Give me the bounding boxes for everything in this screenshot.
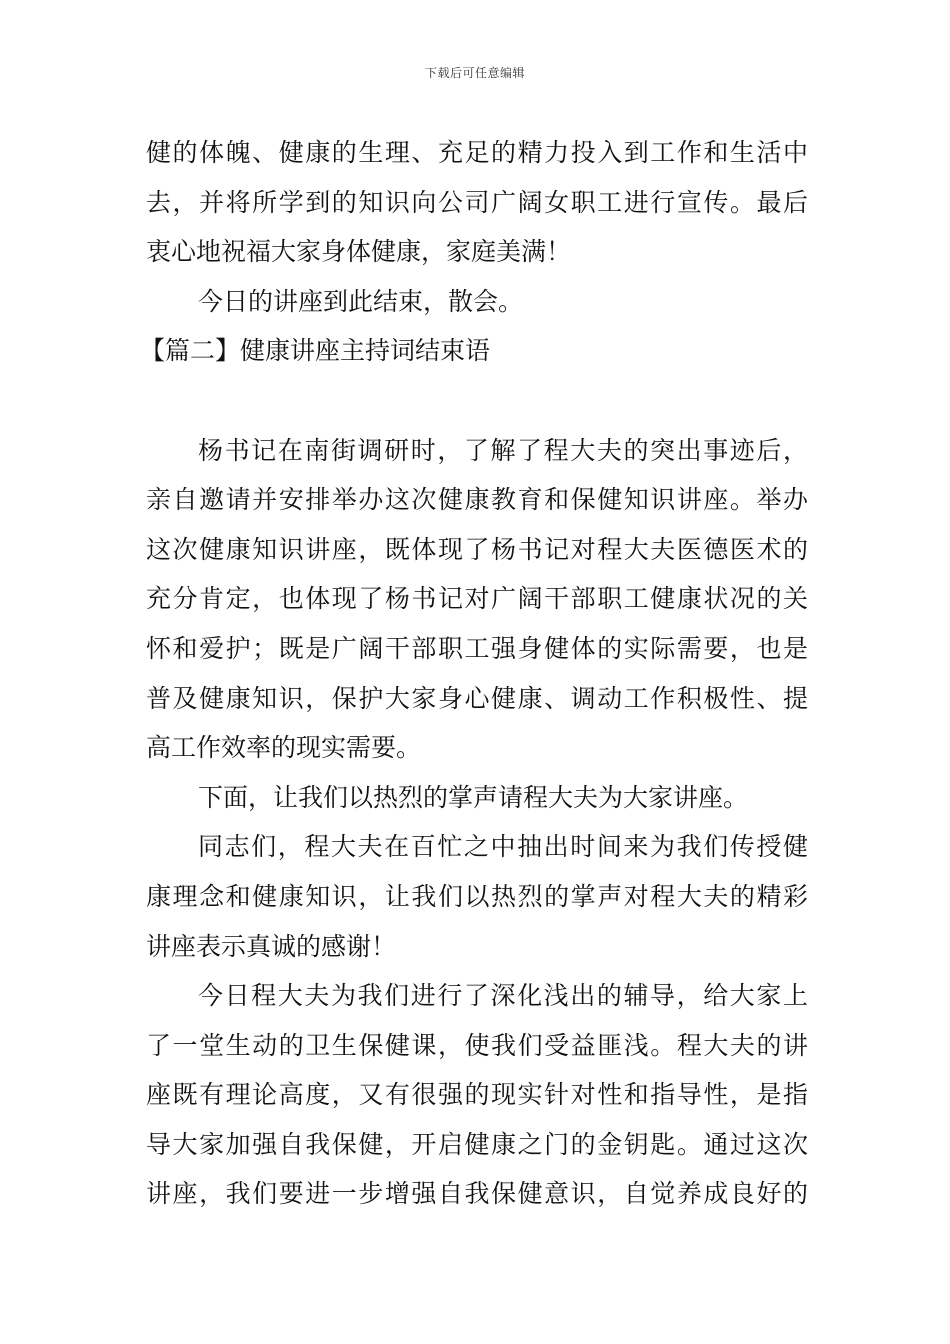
paragraph-line: 同志们，程大夫在百忙之中抽出时间来为我们传授健 bbox=[198, 832, 808, 862]
document-body bbox=[140, 128, 808, 1219]
paragraph-line: 杨书记在南街调研时，了解了程大夫的突出事迹后， bbox=[198, 435, 808, 465]
paragraph-line: 怀和爱护；既是广阔干部职工强身健体的实际需要，也是 bbox=[146, 633, 808, 663]
paragraph-line: 了一堂生动的卫生保健课，使我们受益匪浅。程大夫的讲 bbox=[146, 1030, 808, 1060]
paragraph-line: 今日的讲座到此结束，散会。 bbox=[198, 286, 524, 316]
paragraph-line: 这次健康知识讲座，既体现了杨书记对程大夫医德医术的 bbox=[146, 534, 808, 564]
paragraph-line: 充分肯定，也体现了杨书记对广阔干部职工健康状况的关 bbox=[146, 584, 808, 614]
paragraph-line: 座既有理论高度，又有很强的现实针对性和指导性，是指 bbox=[146, 1080, 808, 1110]
paragraph-line: 亲自邀请并安排举办这次健康教育和保健知识讲座。举办 bbox=[146, 485, 808, 515]
paragraph-line: 普及健康知识，保护大家身心健康、调动工作积极性、提 bbox=[146, 683, 808, 713]
section-heading: 【篇二】健康讲座主持词结束语 bbox=[140, 336, 491, 366]
paragraph-line: 高工作效率的现实需要。 bbox=[146, 733, 422, 763]
paragraph-line: 导大家加强自我保健，开启健康之门的金钥匙。通过这次 bbox=[146, 1129, 808, 1159]
paragraph-line: 今日程大夫为我们进行了深化浅出的辅导，给大家上 bbox=[198, 981, 808, 1011]
paragraph-line: 去，并将所学到的知识向公司广阔女职工进行宣传。最后 bbox=[146, 187, 808, 217]
paragraph-line: 下面，让我们以热烈的掌声请程大夫为大家讲座。 bbox=[198, 782, 749, 812]
page-header: 下载后可任意编辑 bbox=[424, 66, 525, 80]
paragraph-line: 讲座，我们要进一步增强自我保健意识，自觉养成良好的 bbox=[146, 1179, 808, 1209]
paragraph-line: 康理念和健康知识，让我们以热烈的掌声对程大夫的精彩 bbox=[146, 881, 808, 911]
blank-line bbox=[146, 376, 808, 426]
paragraph-line: 衷心地祝福大家身体健康，家庭美满！ bbox=[146, 237, 572, 267]
paragraph-line: 讲座表示真诚的感谢！ bbox=[146, 931, 397, 961]
paragraph-line: 健的体魄、健康的生理、充足的精力投入到工作和生活中 bbox=[146, 138, 808, 167]
